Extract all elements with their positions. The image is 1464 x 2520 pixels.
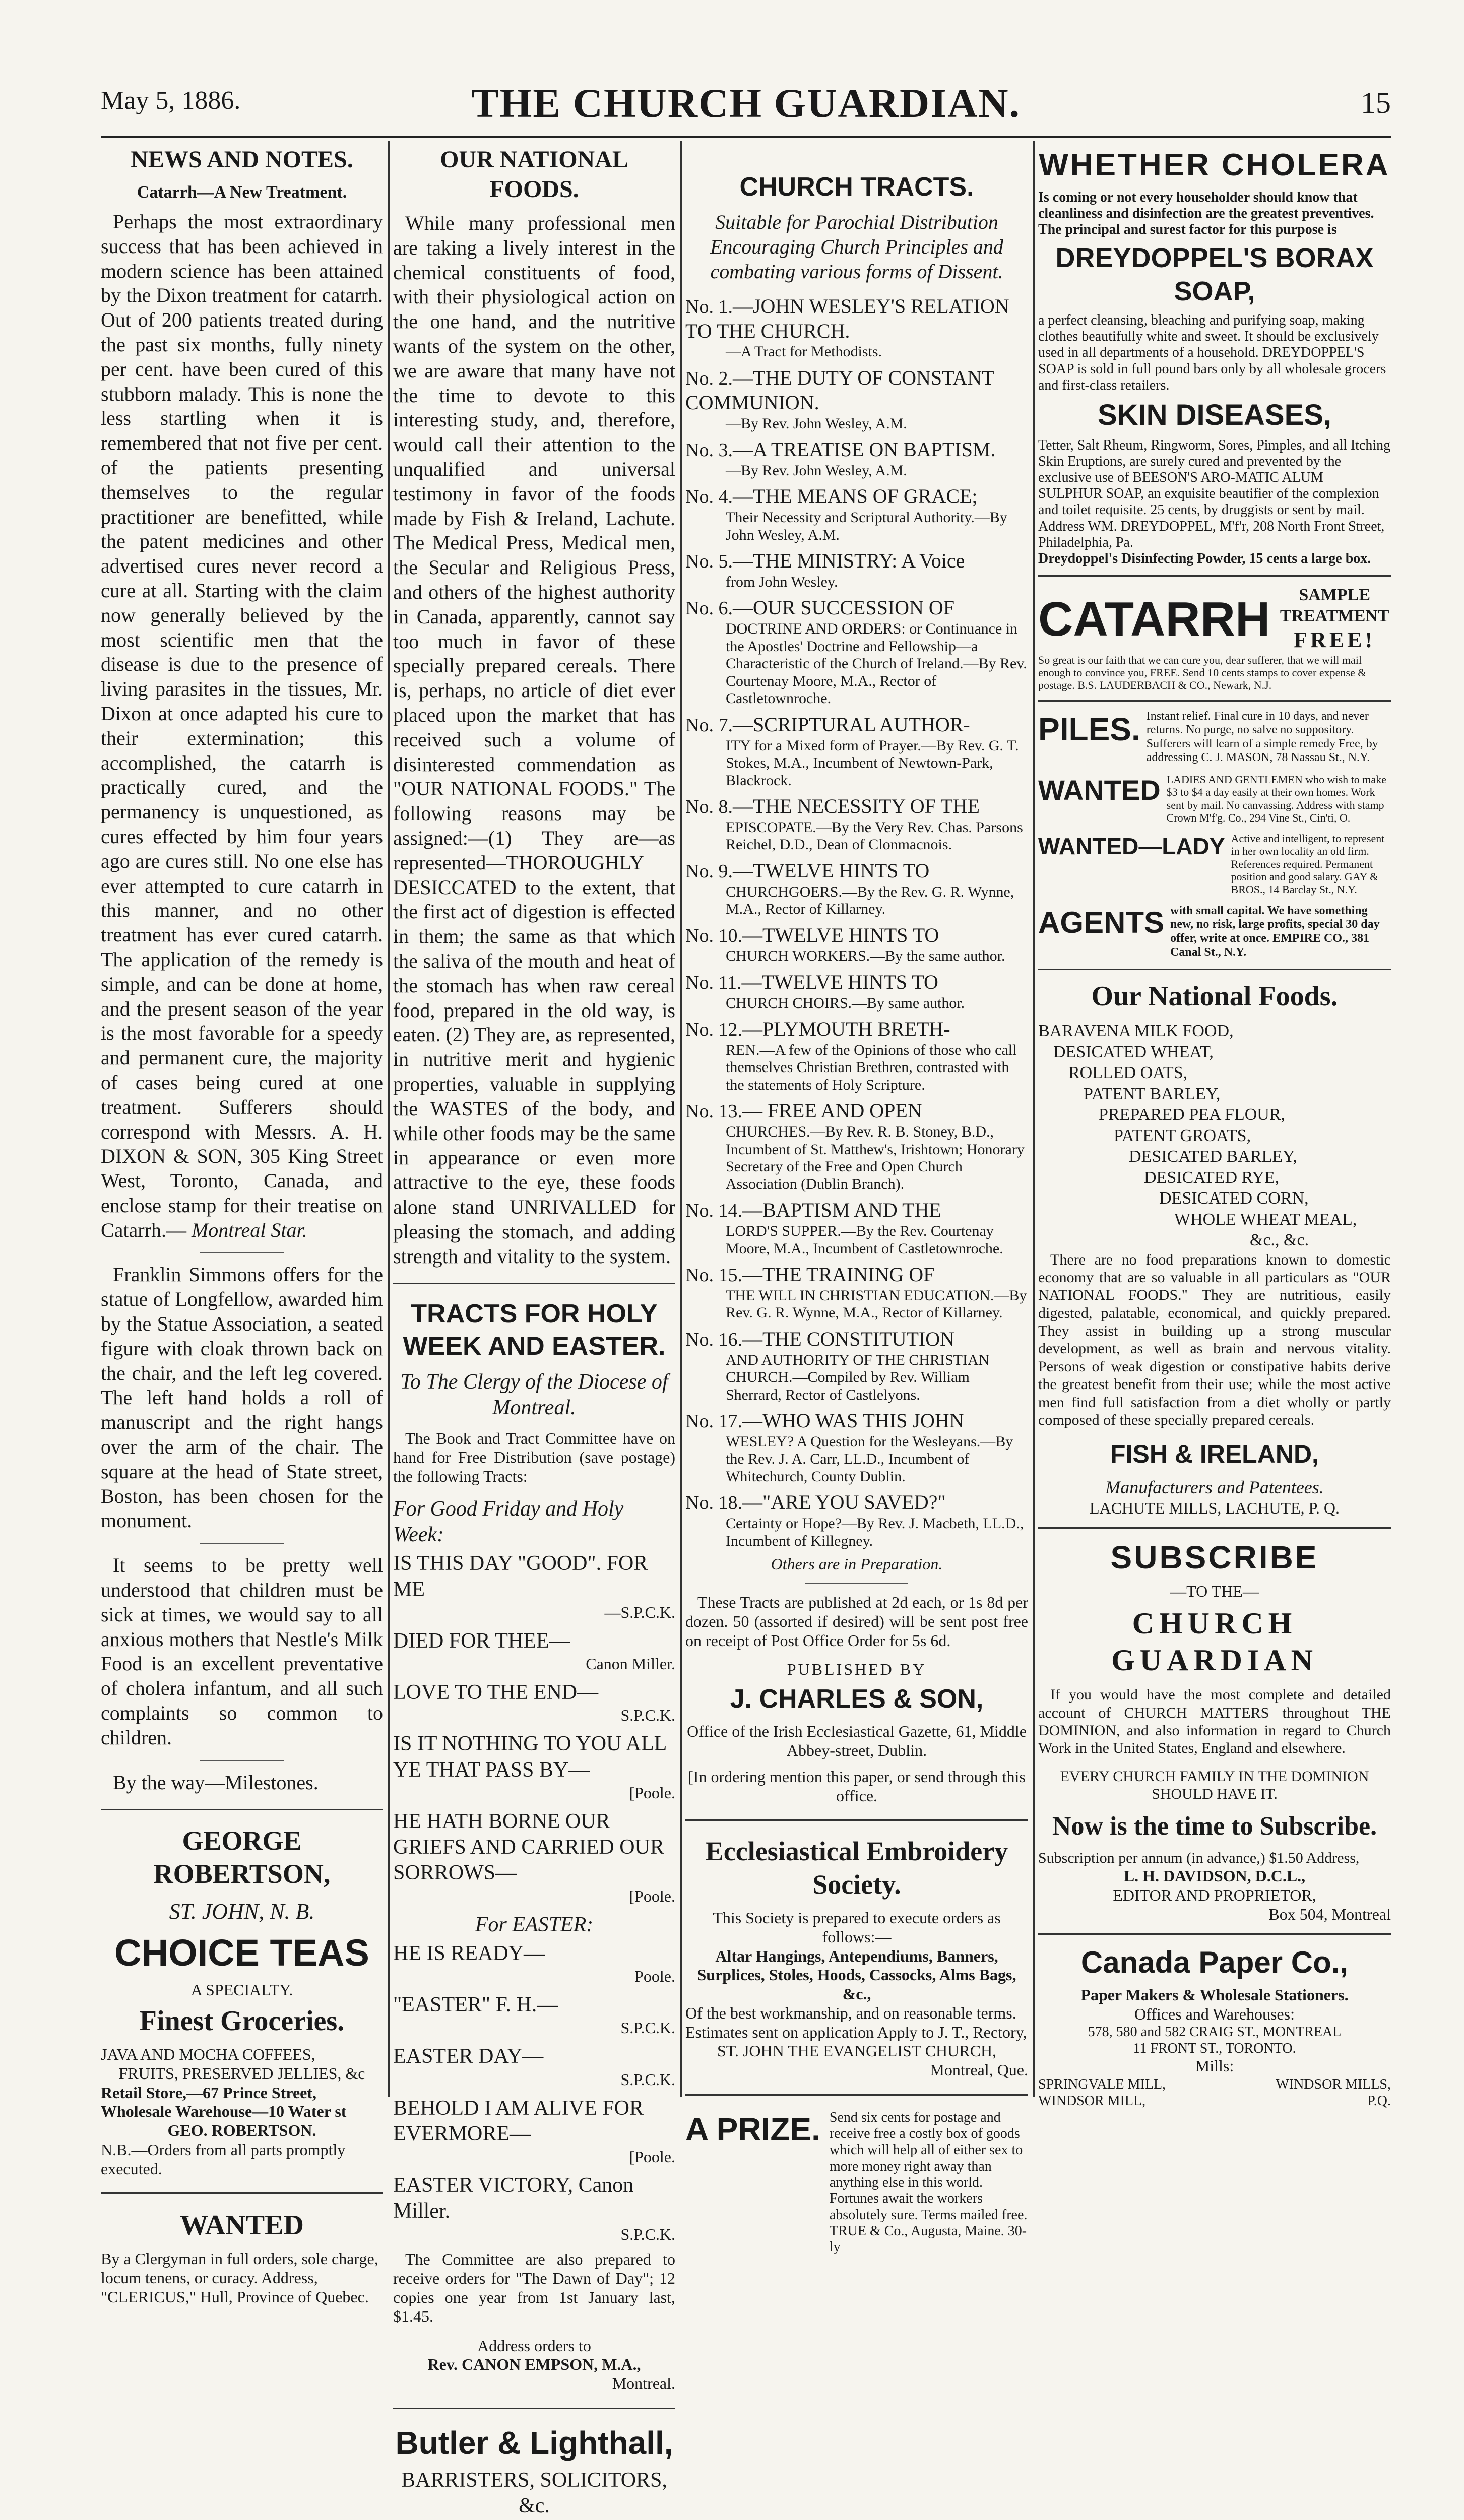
mill: P.Q.: [1367, 2093, 1391, 2109]
tract-heading-line: [685, 794, 1028, 819]
divider: [101, 1809, 383, 1810]
church-guardian-title: CHURCH GUARDIAN: [1111, 1606, 1318, 1677]
food-item: PREPARED PEA FLOUR,: [1099, 1105, 1286, 1124]
tract-title: —THE CONSTITUTION: [742, 1327, 955, 1350]
address-line: 578, 580 and 582 CRAIG ST., MONTREAL: [1088, 2024, 1342, 2040]
canon-name: Rev. CANON EMPSON, M.A.,: [427, 2355, 641, 2374]
tract-description: —By Rev. John Wesley, A.M.: [726, 462, 907, 479]
tract-title: —PLYMOUTH BRETH-: [742, 1018, 950, 1041]
tract-description: AND AUTHORITY OF THE CHRISTIAN CHURCH.—Compiled by Rev. William Sherrard, Rector of Castlelyons.: [726, 1351, 990, 1403]
catarrh-ad-text: So great is our faith that we can cure you, dear sufferer, that we will mail enough to convince you, FREE. Send 10 cents stamps to cover expense & postage. B.S. LAUDERBACH & CO., Newark, N.J.: [1038, 653, 1367, 692]
foods-list: [1038, 1021, 1391, 1250]
tract-title: — FREE AND OPEN: [742, 1099, 922, 1122]
tract-title: LOVE TO THE END—: [393, 1681, 599, 1705]
tract-source: Poole.: [634, 1967, 675, 1986]
fish-ireland-place: LACHUTE MILLS, LACHUTE, P. Q.: [1090, 1499, 1340, 1518]
tract-entry: [685, 437, 1028, 479]
subscription-price: Subscription per annum (in advance,) $1.50 Address,: [1038, 1850, 1360, 1867]
agents-ad: [1038, 904, 1391, 960]
cholera-text: Is coming or not every householder should know that cleanliness and disinfection are the greatest preventives. The principal and surest factor for this purpose is: [1038, 189, 1374, 237]
tract-source: [Poole.: [629, 1886, 675, 1905]
tract-entry: [685, 859, 1028, 918]
issue-date: May 5, 1886.: [101, 86, 241, 115]
tract-number: No. 5.: [685, 551, 733, 573]
mill: WINDSOR MILLS,: [1276, 2076, 1391, 2093]
butler-line: [393, 2519, 675, 2520]
tract-entry: [685, 1099, 1028, 1193]
address-orders: Address orders to: [477, 2336, 591, 2355]
tract-title: —BAPTISM AND THE: [742, 1199, 941, 1222]
tract-number: No. 11.: [685, 972, 742, 993]
divider: [1038, 1527, 1391, 1529]
catarrh-ad: [1038, 585, 1391, 654]
tract-number: No. 14.: [685, 1200, 742, 1222]
divider: [1038, 1933, 1391, 1935]
editor-title: EDITOR AND PROPRIETOR,: [1113, 1886, 1316, 1905]
piles-heading: PILES.: [1038, 711, 1140, 747]
tract-entry: [685, 366, 1028, 432]
tract-entry: [685, 713, 1028, 789]
groceries-line: Retail Store,—67 Prince Street,: [101, 2083, 317, 2102]
embroidery-text: This Society is prepared to execute orders as follows:—: [713, 1909, 1001, 1946]
mills-row: [1038, 2076, 1391, 2109]
groceries-note: N.B.—Orders from all parts promptly executed.: [101, 2140, 346, 2178]
tract-description: REN.—A few of the Opinions of those who call themselves Christian Brethren, contrasted with the statements of Holy Scripture.: [726, 1041, 1017, 1093]
tract-number: No. 15.: [685, 1265, 742, 1286]
robertson-place: ST. JOHN, N. B.: [169, 1899, 315, 1924]
tract-heading-line: [685, 713, 1028, 737]
tract-title: DIED FOR THEE—: [393, 1629, 570, 1653]
prize-text: Send six cents for postage and receive free a costly box of goods which will help all of either sex to more money right away than anything else in this world. Fortunes await the workers absolutely sure. Terms mailed free. TRUE & Co., Augusta, Maine. 30-ly: [829, 2109, 1028, 2255]
tract-title: —JOHN WESLEY'S RELATION TO THE CHURCH.: [685, 294, 1009, 342]
food-item: ROLLED OATS,: [1068, 1063, 1188, 1083]
divider: [1038, 969, 1391, 970]
tract-heading-line: [685, 1198, 1028, 1223]
groceries-line: FRUITS, PRESERVED JELLIES, &c: [118, 2064, 365, 2083]
tract-entry: [685, 794, 1028, 854]
divider: [1038, 575, 1391, 577]
borax-heading: DREYDOPPEL'S BORAX SOAP,: [1055, 243, 1374, 307]
tract-entry: [685, 1017, 1028, 1094]
column-church-tracts: [685, 141, 1028, 2256]
tract-title: HE IS READY—: [393, 1941, 545, 1965]
prize-heading: A PRIZE.: [685, 2111, 820, 2148]
tract-number: No. 2.: [685, 367, 733, 389]
foods-text: There are no food preparations known to domestic economy that are so valuable in all particulars as "OUR NATIONAL FOODS." They are nutritious, easily digested, palatable, economical, and quickly prepared. They assist in building up a strong muscular development, as well as brain and nervous vitality. Persons of weak digestion or constipative habits derive the greatest benefit from their use; while the most active men find full satisfaction from a diet wholly or partly composed of these specially prepared cereals.: [1038, 1251, 1391, 1429]
food-item: &c., &c.: [1250, 1231, 1309, 1250]
divider: [200, 1252, 284, 1253]
publisher-office: Office of the Irish Ecclesiastical Gazette, 61, Middle Abbey-street, Dublin.: [687, 1722, 1027, 1760]
column-rule-3: [1033, 141, 1035, 2097]
tract-entry: [685, 1490, 1028, 1550]
tract-source: Canon Miller.: [586, 1655, 675, 1673]
tract-heading-line: [685, 970, 1028, 995]
tract-title: —THE DUTY OF CONSTANT COMMUNION.: [685, 366, 994, 414]
tracts-holy-week-heading: TRACTS FOR HOLY WEEK AND EASTER.: [403, 1299, 666, 1361]
tract-number: No. 8.: [685, 796, 733, 817]
food-item: PATENT BARLEY,: [1084, 1084, 1221, 1103]
catarrh-free: FREE!: [1294, 627, 1376, 653]
divider: [805, 1583, 908, 1584]
tract-entry: [685, 970, 1028, 1012]
agents-text: with small capital. We have something new, no risk, large profits, special 30 day offer, write at once. EMPIRE CO., 381 Canal St., N.Y.: [1170, 904, 1380, 959]
tract-heading-line: [685, 437, 1028, 462]
tract-title: IS IT NOTHING TO YOU ALL YE THAT PASS BY—: [393, 1732, 666, 1782]
groceries-heading: Finest Groceries.: [139, 2005, 345, 2037]
wanted-ladies-text: LADIES AND GENTLEMEN who wish to make $3 to $4 a day easily at their own homes. Work sent by mail. No canvassing. Address with stamp Crown M'f'g. Co., 294 Vine St., Cin'ti, O.: [1166, 773, 1386, 824]
tract-entry: [685, 294, 1028, 361]
tracts-intro: The Book and Tract Committee have on hand for Free Distribution (save postage) the following Tracts:: [393, 1429, 675, 1486]
tract-entry: [685, 1198, 1028, 1257]
price-text: These Tracts are published at 2d each, or 1s 8d per dozen. 50 (assorted if desired) will be sent post free on receipt of Post Office Order for 5s 6d.: [685, 1593, 1028, 1650]
divider: [1038, 700, 1391, 702]
tract-description: Certainty or Hope?—By Rev. J. Macbeth, LL.D., Incumbent of Killegney.: [726, 1515, 1024, 1549]
tract-title: —TWELVE HINTS TO: [741, 970, 938, 993]
tract-heading-line: [685, 1409, 1028, 1433]
others-in-preparation: Others are in Preparation.: [771, 1555, 943, 1573]
tract-title: —WHO WAS THIS JOHN: [742, 1409, 964, 1432]
tract-title: EASTER DAY—: [393, 2045, 544, 2068]
national-foods-heading: OUR NATIONAL FOODS.: [440, 146, 628, 203]
news-heading: NEWS AND NOTES.: [131, 146, 353, 173]
column-foods-tracts: [393, 141, 675, 2520]
tract-entry: [685, 484, 1028, 544]
tract-description: THE WILL IN CHRISTIAN EDUCATION.—By Rev. G. R. Wynne, M.A., Rector of Killarney.: [726, 1287, 1027, 1321]
butler-line: BARRISTERS, SOLICITORS, &c.: [401, 2469, 667, 2518]
divider: [200, 1760, 284, 1761]
wanted-ad-2: [1038, 832, 1391, 896]
tract-description: CHURCHES.—By Rev. R. B. Stoney, B.D., Incumbent of St. Matthew's, Irishtown; Honorary Secretary of the Free and Open Church Association (Dublin Branch).: [726, 1123, 1025, 1192]
wanted-ad-1: [1038, 773, 1391, 824]
tract-number: No. 18.: [685, 1492, 742, 1514]
tract-title: —TWELVE HINTS TO: [742, 923, 939, 947]
piles-text: Instant relief. Final cure in 10 days, and never returns. No purge, no salve no suppository. Sufferers will learn of a simple remedy Free, by addressing C. J. MASON, 78 Nassau St., N.Y.: [1146, 709, 1378, 765]
wanted-ladies-heading: WANTED: [1038, 774, 1161, 806]
divider: [685, 2094, 1028, 2096]
our-foods-heading: Our National Foods.: [1091, 981, 1338, 1013]
mill: SPRINGVALE MILL,: [1038, 2076, 1166, 2093]
mills-label: Mills:: [1195, 2057, 1234, 2075]
tract-number: No. 4.: [685, 486, 733, 508]
groceries-line: Wholesale Warehouse—10 Water st: [101, 2102, 347, 2121]
newspaper-title: THE CHURCH GUARDIAN.: [471, 80, 1021, 126]
divider: [685, 1819, 1028, 1821]
column-advertisements: [1038, 141, 1391, 2109]
tract-title: —TWELVE HINTS TO: [732, 859, 930, 882]
wanted-lady-heading: WANTED—LADY: [1038, 833, 1225, 860]
groceries-line: JAVA AND MOCHA COFFEES,: [101, 2045, 315, 2064]
piles-ad: [1038, 710, 1391, 765]
column-news: [101, 141, 383, 2307]
choice-teas: CHOICE TEAS: [114, 1931, 369, 1974]
tract-source: S.P.C.K.: [620, 1706, 675, 1725]
tract-heading-line: [685, 596, 1028, 620]
canon-place: Montreal.: [612, 2374, 675, 2393]
mill: WINDSOR MILL,: [1038, 2093, 1146, 2109]
national-foods-article: While many professional men are taking a lively interest in the chemical constituents of food, with their physiological action on the one hand, and the nutritive wants of the system on the other, we are aware that many have not the time to devote to this interesting study, and, therefore, would call their attention to the unqualified and universal testimony in favor of the foods made by Fish & Ireland, Lachute. The Medical Press, Medical men, the Secular and Religious Press, and others of the highest authority in Canada, apparently, cannot say too much in favor of these specially prepared cereals. There is, perhaps, no article of diet ever placed upon the market that has received such a volume of disinterested commendation as "OUR NATIONAL FOODS." The following reasons may be assigned:—(1) They are—as represented—THOROUGHLY DESICCATED to the extent, that the first act of digestion is effected in them; the same as that which the saliva of the mouth and heat of the stomach has when raw cereal food, prepared in the old way, is eaten. (2) They are, as represented, in nutritive merit and hygienic properties, valuable in supplying the WASTES of the body, and while other foods may be the same in appearance or even more attractive to the eye, these foods alone stand UNRIVALLED for pleasing the stomach, and adding strength and vitality to the system.: [393, 212, 675, 1268]
tract-title: —THE MINISTRY: A Voice: [732, 549, 965, 573]
wanted-heading: WANTED: [180, 2210, 304, 2241]
tract-description: WESLEY? A Question for the Wesleyans.—By the Rev. J. A. Carr, LL.D., Incumbent of Whitechurch, County Dublin.: [726, 1433, 1013, 1485]
tract-number: No. 6.: [685, 598, 733, 619]
tract-heading-line: [685, 1263, 1028, 1287]
food-item: DESICATED RYE,: [1144, 1168, 1280, 1187]
editor-box: Box 504, Montreal: [1268, 1905, 1391, 1923]
food-item: PATENT GROATS,: [1114, 1126, 1251, 1145]
tract-number: No. 1.: [685, 296, 733, 318]
tract-heading-line: [685, 484, 1028, 509]
tract-title: "EASTER" F. H.—: [393, 1993, 558, 2017]
address-line: 11 FRONT ST., TORONTO.: [1133, 2041, 1296, 2057]
published-by: PUBLISHED BY: [787, 1660, 927, 1679]
tract-source: S.P.C.K.: [620, 2070, 675, 2089]
tract-source: [Poole.: [629, 2148, 675, 2166]
borax-text: a perfect cleansing, bleaching and purifying soap, making clothes beautifully white and sweet. It should be exclusively used in all departments of a household. DREYDOPPEL'S SOAP is sold in full pound bars only by all wholesale grocers and first-class retailers.: [1038, 312, 1386, 393]
canada-paper-sub: Paper Makers & Wholesale Stationers.: [1080, 1985, 1349, 2004]
guardian-text: If you would have the most complete and detailed account of CHURCH MATTERS throughout THE DOMINION, and also information in regard to Church Work in the United States, England and elsewhere.: [1038, 1686, 1391, 1757]
tract-description: —A Tract for Methodists.: [726, 343, 882, 360]
masthead: [101, 76, 1391, 138]
divider: [393, 2408, 675, 2409]
embroidery-more: Of the best workmanship, and on reasonable terms. Estimates sent on application Apply to J. T., Rectory,: [685, 2003, 1027, 2041]
church-tracts-sub: Suitable for Parochial Distribution Encouraging Church Principles and combating various forms of Dissent.: [710, 211, 1003, 283]
food-item: BARAVENA MILK FOOD,: [1038, 1022, 1234, 1041]
tract-heading-line: [685, 859, 1028, 884]
milestones-note: By the way—Milestones.: [113, 1771, 319, 1794]
tract-description: DOCTRINE AND ORDERS: or Continuance in the Apostles' Doctrine and Fellowship—a Characteristic of the Church of Ireland.—By Rev. Courtenay Moore, M.A., Rector of Castletownroche.: [726, 620, 1027, 707]
tract-source: [Poole.: [629, 1783, 675, 1802]
tract-number: No. 9.: [685, 860, 733, 882]
editor-name: L. H. DAVIDSON, D.C.L.,: [1123, 1867, 1306, 1885]
food-item: DESICATED BARLEY,: [1129, 1147, 1297, 1166]
tract-number: No. 7.: [685, 714, 733, 736]
tract-number: No. 10.: [685, 925, 742, 947]
agents-heading: AGENTS: [1038, 905, 1165, 939]
church-tracts-heading: CHURCH TRACTS.: [739, 172, 974, 202]
tract-source: S.P.C.K.: [620, 2019, 675, 2037]
tract-list: [685, 294, 1028, 1550]
tract-description: ITY for a Mixed form of Prayer.—By Rev. G. T. Stokes, M.A., Incumbent of Newtown-Park, Blackrock.: [726, 737, 1019, 789]
fish-ireland: FISH & IRELAND,: [1110, 1440, 1319, 1469]
canada-paper: Canada Paper Co.,: [1080, 1945, 1349, 1979]
tract-source: S.P.C.K.: [620, 2225, 675, 2243]
fish-ireland-sub: Manufacturers and Patentees.: [1105, 1477, 1324, 1498]
column-rule-2: [680, 141, 682, 2097]
tract-source: —S.P.C.K.: [604, 1603, 675, 1621]
embroidery-church: ST. JOHN THE EVANGELIST CHURCH,: [717, 2042, 997, 2060]
simmons-article: Franklin Simmons offers for the statue of Longfellow, awarded him by the Statue Association, a seated figure with cloak thrown back on the chair, and the left leg covered. The left hand holds a roll of manuscript and the right hangs over the arm of the chair. The square at the head of State street, Boston, has been chosen for the monument.: [101, 1263, 383, 1532]
tract-description: LORD'S SUPPER.—By the Rev. Courtenay Moore, M.A., Incumbent of Castletownroche.: [726, 1223, 1003, 1257]
groceries-line: GEO. ROBERTSON.: [167, 2121, 316, 2140]
good-friday-heading: For Good Friday and Holy Week:: [393, 1497, 624, 1547]
divider: [101, 2192, 383, 2194]
tract-heading-line: [685, 549, 1028, 574]
mention-note: [In ordering mention this paper, or send through this office.: [688, 1767, 1026, 1805]
tract-description: CHURCHGOERS.—By the Rev. G. R. Wynne, M.A., Rector of Killarney.: [726, 883, 1014, 918]
tract-description: Their Necessity and Scriptural Authority.—By John Wesley, A.M.: [726, 509, 1007, 543]
tract-number: No. 3.: [685, 439, 733, 461]
tract-description: CHURCH WORKERS.—By the same author.: [726, 948, 1005, 965]
embroidery-heading: Ecclesiastical Embroidery Society.: [705, 1836, 1008, 1900]
every-family: EVERY CHURCH FAMILY IN THE DOMINION SHOULD HAVE IT.: [1060, 1768, 1369, 1803]
prize-ad: [685, 2110, 1028, 2256]
catarrh-ad-heading: CATARRH: [1038, 592, 1270, 646]
food-item: DESICATED WHEAT,: [1053, 1042, 1214, 1061]
tract-title: —THE MEANS OF GRACE;: [732, 485, 978, 508]
tract-description: —By Rev. John Wesley, A.M.: [726, 415, 907, 432]
tract-description: EPISCOPATE.—By the Very Rev. Chas. Parsons Reichel, D.D., Dean of Clonmacnois.: [726, 818, 1023, 853]
offices: Offices and Warehouses:: [1134, 2004, 1295, 2023]
tract-heading-line: [685, 1490, 1028, 1515]
publisher-name: J. CHARLES & SON,: [730, 1684, 984, 1714]
tract-title: —THE NECESSITY OF THE: [732, 795, 980, 817]
embroidery-place: Montreal, Que.: [930, 2061, 1028, 2080]
embroidery-items: Altar Hangings, Antependiums, Banners, Surplices, Stoles, Hoods, Cassocks, Alms Bags, &c.,: [697, 1946, 1016, 2003]
divider: [393, 1283, 675, 1284]
food-item: DESICATED CORN,: [1159, 1189, 1309, 1208]
nestle-article: It seems to be pretty well understood that children must be sick at times, we would say to all anxious mothers that Nestle's Milk Food is an excellent preventative of cholera infantum, and all such complaints so common to children.: [101, 1554, 383, 1749]
committee-text: The Committee are also prepared to receive orders for "The Dawn of Day"; 12 copies one year from 1st January last, $1.45.: [393, 2250, 675, 2325]
tract-entry: [685, 549, 1028, 591]
tract-entry: [685, 923, 1028, 965]
tract-number: No. 12.: [685, 1019, 742, 1041]
tract-number: No. 13.: [685, 1101, 742, 1122]
tract-heading-line: [685, 366, 1028, 415]
tract-heading-line: [685, 923, 1028, 948]
tract-title: EASTER VICTORY, Canon Miller.: [393, 2174, 634, 2223]
catarrh-heading: Catarrh—A New Treatment.: [137, 182, 347, 202]
catarrh-article: Perhaps the most extraordinary success that has been achieved in modern science has been attained by the Dixon treatment for catarrh. Out of 200 patients treated during the past six months, fully ninety per cent. have been cured of this stubborn malady. This is none the less startling when it is remembered that not five per cent. of the patients presenting themselves to the regular practitioner are benefitted, while the patent medicines and other advertised cures never record a cure at all. Starting with the claim now generally believed by the most scientific men that the disease is due to the presence of living parasites in the tissues, Mr. Dixon at once adapted his cure to their extermination; this accomplished, the catarrh is practically cured, and the permanency is unquestioned, as cures effected by him four years ago are cures still. No one else has ever attempted to cure catarrh in this manner, and no other treatment has ever cured catarrh. The application of the remedy is simple, and can be done at home, and the present season of the year is the most favorable for a speedy and permanent cure, the majority of cases being cured at one treatment. Sufferers should correspond with Messrs. A. H. DIXON & SON, 305 King Street West, Toronto, Canada, and enclose stamp for their treatise on Catarrh.— Montreal Star.: [101, 210, 383, 1241]
divider: [200, 1543, 284, 1544]
tract-entry: [685, 1409, 1028, 1485]
tract-title: —SCRIPTURAL AUTHOR-: [732, 713, 970, 736]
subscribe-heading: SUBSCRIBE: [1110, 1539, 1319, 1576]
tract-entry: [685, 1263, 1028, 1322]
to-the: —TO THE—: [1170, 1582, 1259, 1601]
robertson-name: GEORGE ROBERTSON,: [153, 1825, 331, 1889]
skin-note: Dreydoppel's Disinfecting Powder, 15 cents a large box.: [1038, 550, 1371, 566]
tract-description: CHURCH CHOIRS.—By same author.: [726, 994, 965, 1012]
tract-title: HE HATH BORNE OUR GRIEFS AND CARRIED OUR SORROWS—: [393, 1809, 664, 1885]
tract-entry: [685, 1327, 1028, 1404]
tract-description: from John Wesley.: [726, 573, 838, 590]
now-subscribe: Now is the time to Subscribe.: [1052, 1811, 1377, 1841]
tract-heading-line: [685, 1327, 1028, 1352]
wanted-lady-text: Active and intelligent, to represent in her own locality an old firm. References required. Permanent position and good salary. GAY & BROS., 14 Barclay St., N.Y.: [1231, 832, 1385, 896]
tract-heading-line: [685, 294, 1028, 344]
food-item: WHOLE WHEAT MEAL,: [1174, 1210, 1357, 1229]
tract-number: No. 17.: [685, 1411, 742, 1432]
tract-heading-line: [685, 1099, 1028, 1123]
tract-entry: [685, 596, 1028, 707]
catarrh-sample: SAMPLE TREATMENT: [1280, 586, 1389, 625]
tract-title: IS THIS DAY "GOOD". FOR ME: [393, 1552, 648, 1601]
tract-title: BEHOLD I AM ALIVE FOR EVERMORE—: [393, 2096, 644, 2146]
tract-heading-line: [685, 1017, 1028, 1042]
column-rule-1: [388, 141, 390, 2097]
page-number: 15: [1361, 86, 1391, 119]
tract-title: —THE TRAINING OF: [742, 1263, 935, 1286]
tract-title: —"ARE YOU SAVED?": [742, 1491, 946, 1514]
cholera-heading: WHETHER CHOLERA: [1039, 148, 1390, 182]
skin-text: Tetter, Salt Rheum, Ringworm, Sores, Pimples, and all Itching Skin Eruptions, are surely cured and prevented by the exclusive use of BEESON'S ARO-MATIC ALUM SULPHUR SOAP, an exquisite beautifier of the complexion and toilet requisite. 25 cents, by druggists or sent by mail. Address WM. DREYDOPPEL, M'f'r, 208 North Front Street, Philadelphia, Pa.: [1038, 437, 1391, 550]
for-easter-heading: For EASTER:: [475, 1913, 594, 1936]
tract-title: —OUR SUCCESSION OF: [732, 596, 955, 619]
wanted-text: By a Clergyman in full orders, sole charge, locum tenens, or curacy. Address, "CLERICUS," Hull, Province of Quebec.: [101, 2249, 378, 2306]
butler-lighthall: Butler & Lighthall,: [395, 2424, 673, 2461]
tract-title: —A TREATISE ON BAPTISM.: [732, 438, 996, 461]
skin-heading: SKIN DISEASES,: [1097, 398, 1332, 431]
specialty: A SPECIALTY.: [190, 1981, 293, 1999]
tract-number: No. 16.: [685, 1329, 742, 1350]
tracts-to-clergy: To The Clergy of the Diocese of Montreal.: [400, 1370, 668, 1420]
